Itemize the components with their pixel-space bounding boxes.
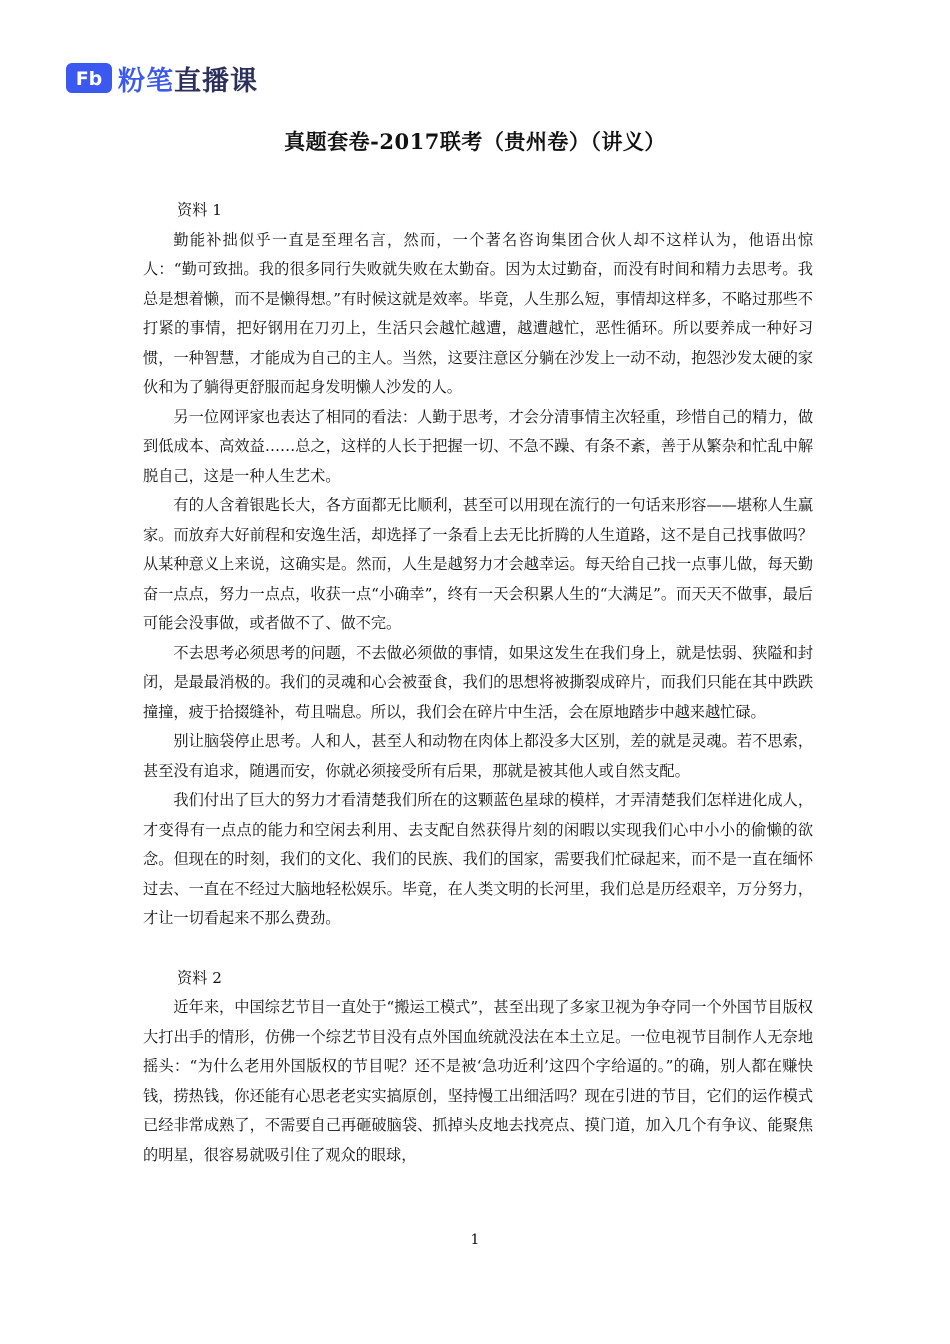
page-number: 1 [470, 1232, 480, 1248]
paragraph: 我们付出了巨大的努力才看清楚我们所在的这颗蓝色星球的模样，才弄清楚我们怎样进化成人，才变得有一点点的能力和空闲去利用、去支配自然获得片刻的闲暇以实现我们心中小小的偷懒的欲念。但现在的时刻，我们的文化、我们的民族、我们的国家，需要我们忙碌起来，而不是一直在缅怀过去、一直在不经过大脑地轻松娱乐。毕竟，在人类文明的长河里，我们总是历经艰辛，万分努力，才让一切看起来不那么费劲。 [143, 791, 813, 927]
paragraph: 另一位网评家也表达了相同的看法：人勤于思考，才会分清事情主次轻重，珍惜自己的精力，做到低成本、高效益……总之，这样的人长于把握一切、不急不躁、有条不紊，善于从繁杂和忙乱中解脱自己，这是一种人生艺术。 [143, 407, 813, 485]
brand-name-accent: 粉笔 [118, 65, 174, 97]
paragraph: 勤能补拙似乎一直是至理名言，然而，一个著名咨询集团合伙人却不这样认为，他语出惊人：“勤可致拙。我的很多同行失败就失败在太勤奋。因为太过勤奋，而没有时间和精力去思考。我总是想着懒，而不是懒得想。”有时候这就是效率。毕竟，人生那么短，事情却这样多，不略过那些不打紧的事情，把好钢用在刀刃上，生活只会越忙越遭，越遭越忙，恶性循环。所以要养成一种好习惯，一种智慧，才能成为自己的主人。当然，这要注意区分躺在沙发上一动不动，抱怨沙发太硬的家伙和为了躺得更舒服而起身发明懒人沙发的人。 [143, 230, 813, 396]
document-body [143, 196, 813, 1170]
section-2 [143, 964, 813, 1171]
section-1 [143, 196, 813, 934]
logo-mark-text: Fb [75, 68, 103, 90]
section-gap [143, 934, 813, 964]
section-label: 资料 2 [177, 968, 222, 987]
paragraph: 有的人含着银匙长大，各方面都无比顺利，甚至可以用现在流行的一句话来形容——堪称人生赢家。而放弃大好前程和安逸生活，却选择了一条看上去无比折腾的人生道路，这不是自己找事做吗？从某种意义上来说，这确实是。然而，人生是越努力才会越幸运。每天给自己找一点事儿做，每天勤奋一点点，努力一点点，收获一点“小确幸”，终有一天会积累人生的“大满足”。而天天不做事，最后可能会没事做，或者做不了、做不完。 [143, 496, 813, 632]
paragraph: 不去思考必须思考的问题，不去做必须做的事情，如果这发生在我们身上，就是怯弱、狭隘和封闭，是最最消极的。我们的灵魂和心会被蚕食，我们的思想将被撕裂成碎片，而我们只能在其中跌跌撞撞，疲于拾掇缝补，苟且喘息。所以，我们会在碎片中生活，会在原地踏步中越来越忙碌。 [143, 643, 813, 721]
paragraph: 近年来，中国综艺节目一直处于“搬运工模式”，甚至出现了多家卫视为争夺同一个外国节目版权大打出手的情形，仿佛一个综艺节目没有点外国血统就没法在本土立足。一位电视节目制作人无奈地摇头：“为什么老用外国版权的节目呢？还不是被‘急功近利’这四个字给逼的。”的确，别人都在赚快钱，捞热钱，你还能有心思老老实实搞原创，坚持慢工出细活吗？现在引进的节目，它们的运作模式已经非常成熟了，不需要自己再砸破脑袋、抓掉头皮地去找亮点、摸门道，加入几个有争议、能聚焦的明星，很容易就吸引住了观众的眼球， [143, 998, 813, 1164]
brand-name [118, 59, 258, 98]
fb-logo-icon [66, 63, 112, 93]
section-label: 资料 1 [177, 201, 222, 219]
document-title: 真题套卷-2017联考（贵州卷）（讲义） [284, 129, 666, 154]
brand-name-rest: 直播课 [174, 65, 258, 97]
brand-logo [66, 58, 258, 98]
paragraph: 别让脑袋停止思考。人和人，甚至人和动物在肉体上都没多大区别，差的就是灵魂。若不思索，甚至没有追求，随遇而安，你就必须接受所有后果，那就是被其他人或自然支配。 [143, 732, 813, 780]
